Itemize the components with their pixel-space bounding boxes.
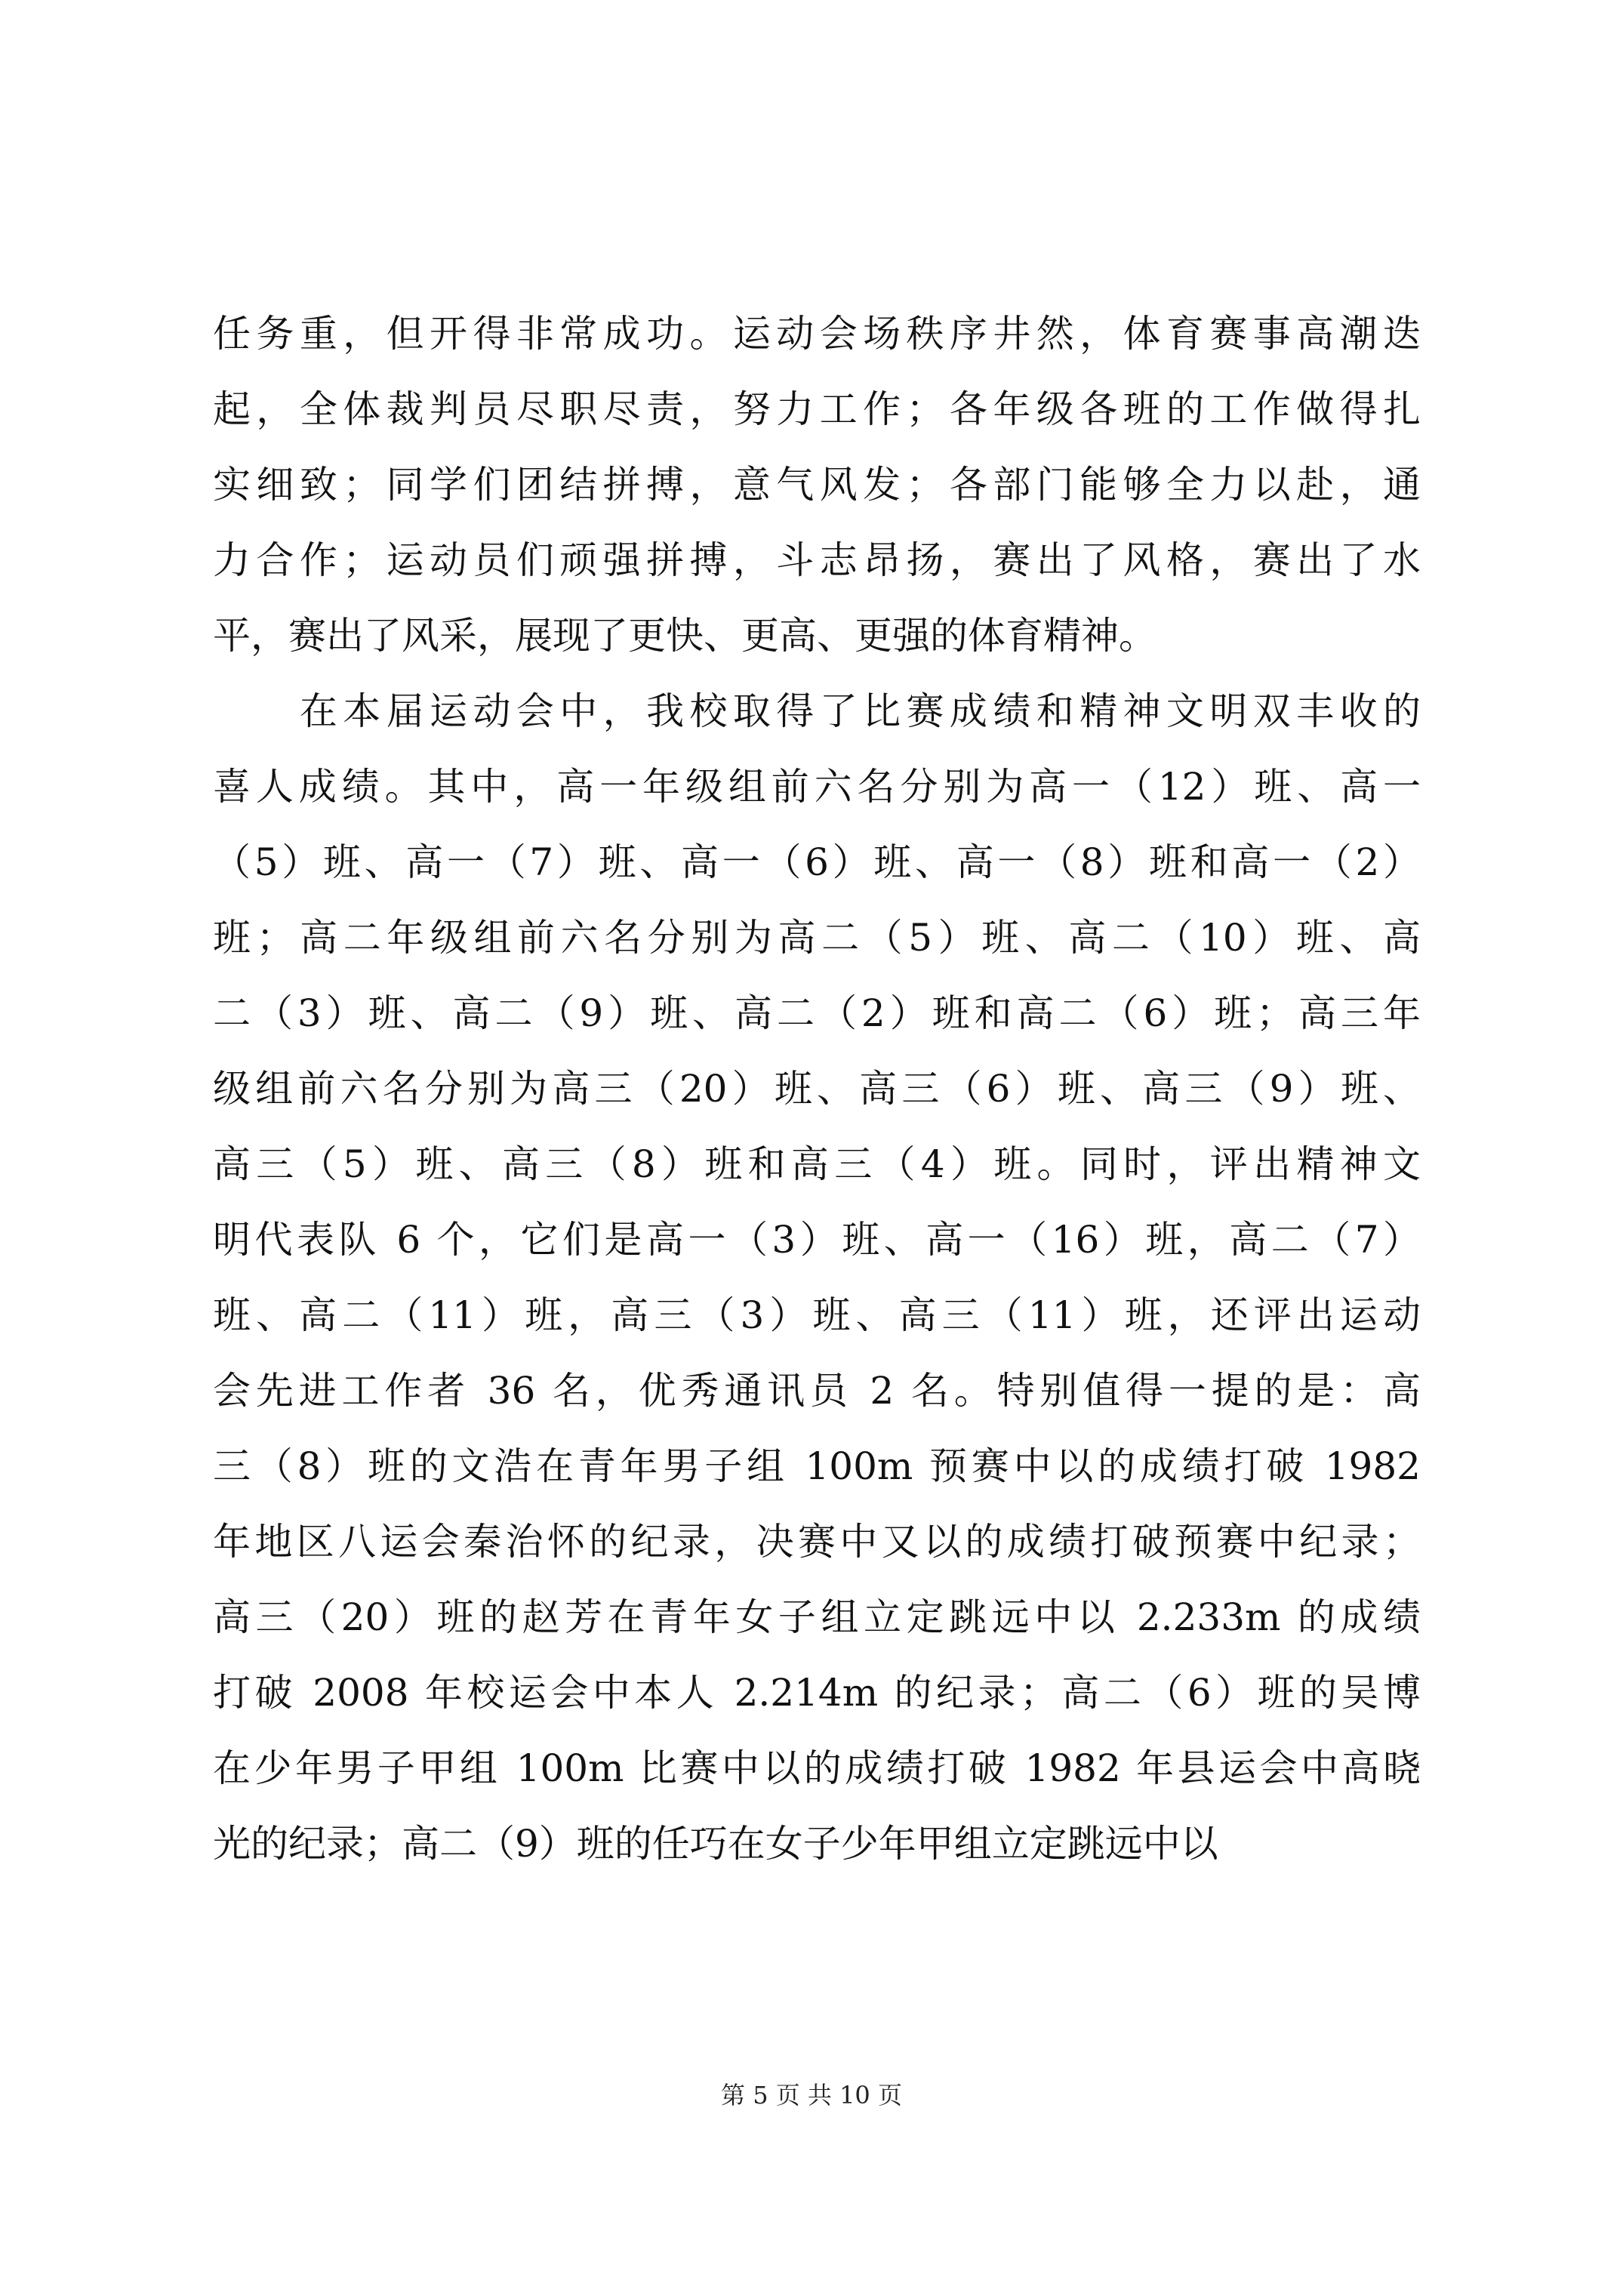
text-line: 三（8）班的文浩在青年男子组 100m 预赛中以的成绩打破 1982 bbox=[213, 1444, 1421, 1488]
text-line: 二（3）班、高二（9）班、高二（2）班和高二（6）班；高三年 bbox=[213, 991, 1421, 1035]
text-line: 会先进工作者 36 名，优秀通讯员 2 名。特别值得一提的是：高 bbox=[213, 1369, 1421, 1413]
text-line: 喜人成绩。其中，高一年级组前六名分别为高一（12）班、高一 bbox=[213, 765, 1421, 809]
text-line: （5）班、高一（7）班、高一（6）班、高一（8）班和高一（2） bbox=[213, 840, 1421, 884]
text-line: 力合作；运动员们顽强拼搏，斗志昂扬，赛出了风格，赛出了水 bbox=[213, 538, 1421, 582]
text-line: 在少年男子甲组 100m 比赛中以的成绩打破 1982 年县运会中高晓 bbox=[213, 1746, 1421, 1790]
text-line: 班、高二（11）班，高三（3）班、高三（11）班，还评出运动 bbox=[213, 1293, 1421, 1337]
text-line: 任务重，但开得非常成功。运动会场秩序井然，体育赛事高潮迭 bbox=[213, 312, 1421, 356]
text-line: 班；高二年级组前六名分别为高二（5）班、高二（10）班、高 bbox=[213, 916, 1421, 960]
text-line: 级组前六名分别为高三（20）班、高三（6）班、高三（9）班、 bbox=[213, 1067, 1421, 1111]
page-footer: 第 5 页 共 10 页 bbox=[721, 2081, 902, 2110]
text-line: 高三（5）班、高三（8）班和高三（4）班。同时，评出精神文 bbox=[213, 1142, 1421, 1186]
text-line: 起，全体裁判员尽职尽责，努力工作；各年级各班的工作做得扎 bbox=[213, 387, 1421, 431]
text-line: 明代表队 6 个，它们是高一（3）班、高一（16）班，高二（7） bbox=[213, 1218, 1421, 1262]
text-line: 光的纪录；高二（9）班的任巧在女子少年甲组立定跳远中以 bbox=[213, 1822, 1218, 1866]
text-line: 平，赛出了风采，展现了更快、更高、更强的体育精神。 bbox=[213, 614, 1156, 658]
text-line: 在本届运动会中，我校取得了比赛成绩和精神文明双丰收的 bbox=[213, 689, 1421, 733]
text-line: 高三（20）班的赵芳在青年女子组立定跳远中以 2.233m 的成绩 bbox=[213, 1595, 1421, 1639]
text-line: 年地区八运会秦治怀的纪录，决赛中又以的成绩打破预赛中纪录； bbox=[213, 1520, 1421, 1564]
text-line: 打破 2008 年校运会中本人 2.214m 的纪录；高二（6）班的吴博 bbox=[213, 1671, 1421, 1715]
text-line: 实细致；同学们团结拼搏，意气风发；各部门能够全力以赴，通 bbox=[213, 463, 1421, 507]
